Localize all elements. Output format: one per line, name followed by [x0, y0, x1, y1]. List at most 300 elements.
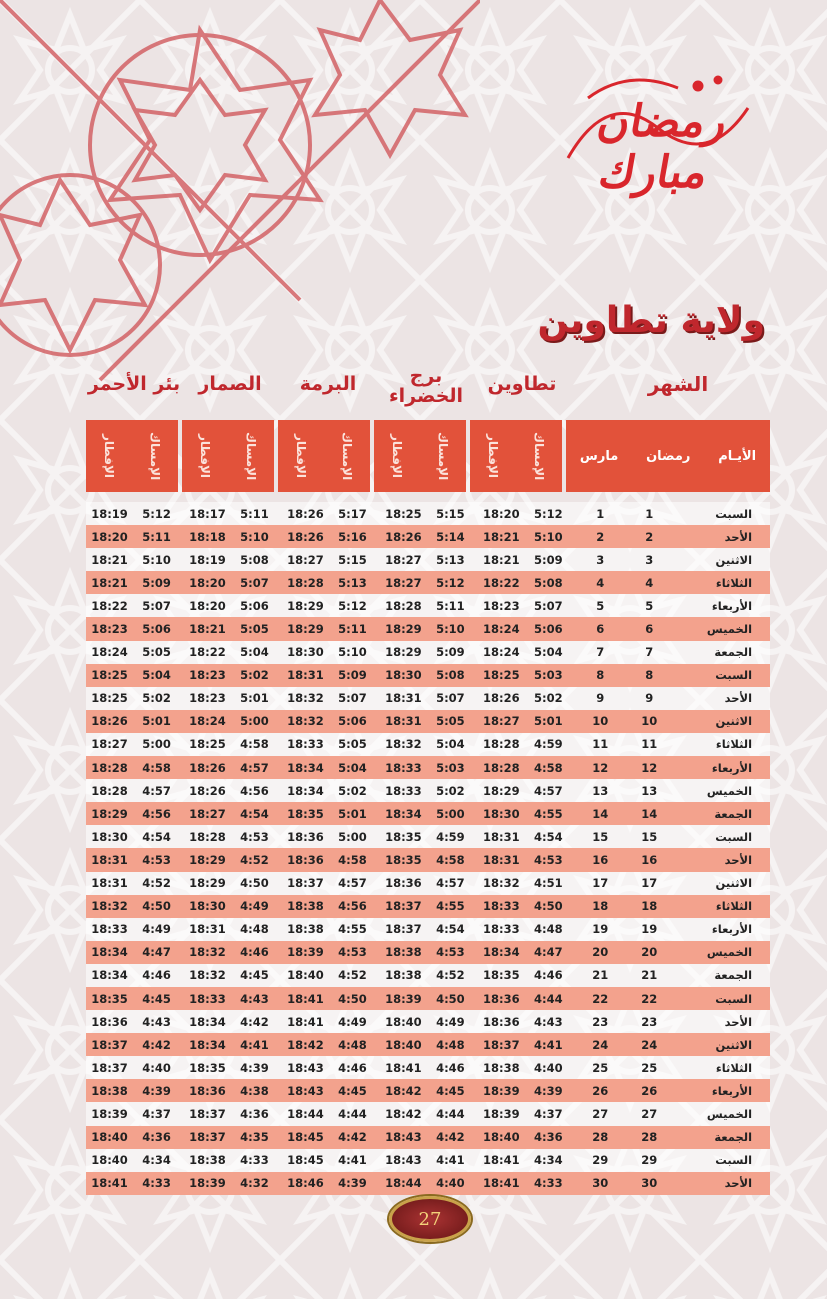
ramadan-cell: 23 — [641, 1014, 658, 1029]
table-row — [86, 502, 770, 525]
borj-el-khadra-imsak-cell: 5:14 — [436, 529, 465, 544]
table-row — [86, 895, 770, 918]
borj-el-khadra-iftar-cell: 18:43 — [385, 1153, 422, 1168]
bir-lahmar-iftar-cell: 18:38 — [91, 1083, 128, 1098]
borma-imsak-cell: 5:10 — [338, 645, 367, 660]
tataouine-iftar-cell: 18:24 — [483, 645, 520, 660]
borj-el-khadra-iftar-cell: 18:31 — [385, 691, 422, 706]
smar-iftar-cell: 18:32 — [189, 945, 226, 960]
day-cell: السبت — [715, 991, 753, 1006]
table-row — [86, 548, 770, 571]
borj-el-khadra-imsak-cell: 4:54 — [436, 922, 465, 937]
bir-lahmar-imsak-cell: 5:06 — [142, 622, 171, 637]
day-cell: الأحد — [724, 1014, 753, 1029]
bir-lahmar-iftar-cell: 18:33 — [91, 922, 128, 937]
borma-iftar-cell: 18:26 — [287, 506, 324, 521]
day-cell: الجمعة — [714, 806, 753, 821]
borma-iftar-cell: 18:33 — [287, 737, 324, 752]
bir-lahmar-imsak-cell: 4:42 — [142, 1037, 171, 1052]
tataouine-iftar-cell: 18:41 — [483, 1153, 520, 1168]
borj-el-khadra-imsak-cell: 4:42 — [436, 1130, 465, 1145]
borj-el-khadra-iftar-cell: 18:37 — [385, 899, 422, 914]
ramadan-cell: 3 — [645, 552, 654, 567]
tataouine-imsak-cell: 4:48 — [534, 922, 563, 937]
smar-iftar-cell: 18:36 — [189, 1083, 226, 1098]
bir-lahmar-imsak-cell: 5:11 — [142, 529, 171, 544]
borma-imsak-cell: 5:04 — [338, 760, 367, 775]
ramadan-cell: 7 — [645, 645, 654, 660]
bir-lahmar-imsak-cell: 5:05 — [142, 645, 171, 660]
smar-imsak-cell: 4:45 — [240, 968, 269, 983]
borj-el-khadra-iftar-cell: 18:27 — [385, 575, 422, 590]
smar-iftar-cell: 18:29 — [189, 876, 226, 891]
borma-iftar-cell: 18:42 — [287, 1037, 324, 1052]
table-row — [86, 571, 770, 594]
march-cell: 9 — [596, 691, 605, 706]
ramadan-cell: 10 — [641, 714, 658, 729]
borj-el-khadra-iftar-cell: 18:40 — [385, 1014, 422, 1029]
borma-iftar-cell: 18:34 — [287, 760, 324, 775]
borma-iftar-cell: 18:36 — [287, 829, 324, 844]
borma-imsak-cell: 5:15 — [338, 552, 367, 567]
borma-iftar-cell: 18:45 — [287, 1153, 324, 1168]
header-block-bir-lahmar — [86, 420, 178, 492]
smar-iftar-cell: 18:26 — [189, 783, 226, 798]
table-row — [86, 1126, 770, 1149]
smar-imsak-cell: 5:06 — [240, 598, 269, 613]
borma-iftar-cell: 18:44 — [287, 1106, 324, 1121]
bir-lahmar-iftar-cell: 18:23 — [91, 622, 128, 637]
bir-lahmar-imsak-cell: 5:04 — [142, 668, 171, 683]
march-cell: 25 — [592, 1060, 609, 1075]
march-cell: 3 — [596, 552, 605, 567]
day-cell: الأربعاء — [711, 922, 753, 937]
borma-imsak-cell: 5:13 — [338, 575, 367, 590]
day-cell: الاثنين — [715, 1037, 753, 1052]
smar-iftar-cell: 18:26 — [189, 760, 226, 775]
smar-imsak-cell: 4:41 — [240, 1037, 269, 1052]
bir-lahmar-iftar-cell: 18:40 — [91, 1130, 128, 1145]
tataouine-imsak-cell: 4:34 — [534, 1153, 563, 1168]
borma-iftar-cell: 18:37 — [287, 876, 324, 891]
day-cell: السبت — [715, 506, 753, 521]
smar-imsak-cell: 5:11 — [240, 506, 269, 521]
smar-iftar-cell: 18:37 — [189, 1130, 226, 1145]
borj-el-khadra-iftar-cell: 18:35 — [385, 852, 422, 867]
table-row — [86, 733, 770, 756]
tataouine-iftar-cell: 18:35 — [483, 968, 520, 983]
borma-imsak-cell: 5:16 — [338, 529, 367, 544]
march-cell: 17 — [592, 876, 609, 891]
borma-iftar-cell: 18:32 — [287, 691, 324, 706]
borj-el-khadra-imsak-cell: 5:08 — [436, 668, 465, 683]
bir-lahmar-imsak-cell: 4:37 — [142, 1106, 171, 1121]
borma-imsak-cell: 4:50 — [338, 991, 367, 1006]
tataouine-imsak-cell: 4:58 — [534, 760, 563, 775]
smar-imsak-cell: 4:32 — [240, 1176, 269, 1191]
smar-imsak-cell: 4:56 — [240, 783, 269, 798]
bir-lahmar-imsak-cell: 5:01 — [142, 714, 171, 729]
borma-imsak-cell: 4:49 — [338, 1014, 367, 1029]
bir-lahmar-imsak-cell: 4:40 — [142, 1060, 171, 1075]
tataouine-imsak-cell: 5:06 — [534, 622, 563, 637]
smar-imsak-cell: 5:00 — [240, 714, 269, 729]
table-row — [86, 1010, 770, 1033]
tataouine-iftar-cell: 18:37 — [483, 1037, 520, 1052]
tataouine-iftar-cell: 18:31 — [483, 829, 520, 844]
borj-el-khadra-imsak-cell: 4:48 — [436, 1037, 465, 1052]
borj-el-khadra-iftar-cell: 18:38 — [385, 945, 422, 960]
ramadan-cell: 6 — [645, 622, 654, 637]
tataouine-iftar-cell: 18:22 — [483, 575, 520, 590]
march-cell: 18 — [592, 899, 609, 914]
borj-el-khadra-iftar-cell: 18:28 — [385, 598, 422, 613]
smar-iftar-cell: 18:34 — [189, 1037, 226, 1052]
day-cell: الثلاثاء — [715, 575, 753, 590]
ramadan-cell: 29 — [641, 1153, 658, 1168]
header-block-smar — [182, 420, 274, 492]
day-cell: السبت — [715, 1153, 753, 1168]
borj-el-khadra-iftar-cell: 18:30 — [385, 668, 422, 683]
borma-iftar-cell: 18:29 — [287, 598, 324, 613]
tataouine-iftar-cell: 18:26 — [483, 691, 520, 706]
bir-lahmar-iftar-cell: 18:28 — [91, 760, 128, 775]
borj-el-khadra-imsak-cell: 4:41 — [436, 1153, 465, 1168]
smar-imsak-cell: 4:33 — [240, 1153, 269, 1168]
borj-el-khadra-iftar-cell: 18:40 — [385, 1037, 422, 1052]
day-cell: الأحد — [724, 691, 753, 706]
smar-imsak-cell: 5:04 — [240, 645, 269, 660]
bir-lahmar-iftar-cell: 18:21 — [91, 552, 128, 567]
borma-imsak-cell: 4:55 — [338, 922, 367, 937]
march-cell: 6 — [596, 622, 605, 637]
smar-iftar-cell: 18:33 — [189, 991, 226, 1006]
borj-el-khadra-iftar-cell: 18:42 — [385, 1106, 422, 1121]
bir-lahmar-iftar-cell: 18:21 — [91, 575, 128, 590]
borma-iftar-cell: 18:31 — [287, 668, 324, 683]
borma-iftar-cell: 18:35 — [287, 806, 324, 821]
tataouine-imsak-cell: 4:54 — [534, 829, 563, 844]
ramadan-cell: 2 — [645, 529, 654, 544]
borma-iftar-cell: 18:43 — [287, 1083, 324, 1098]
borma-iftar-cell: 18:26 — [287, 529, 324, 544]
borma-iftar-cell: 18:36 — [287, 852, 324, 867]
march-cell: 7 — [596, 645, 605, 660]
smar-imsak-cell: 4:49 — [240, 899, 269, 914]
city-heading-smar: الصمار — [198, 373, 262, 395]
borj-el-khadra-imsak-cell: 5:12 — [436, 575, 465, 590]
borma-imsak-cell: 5:17 — [338, 506, 367, 521]
borj-el-khadra-imsak-cell: 4:46 — [436, 1060, 465, 1075]
borj-el-khadra-iftar-cell: 18:38 — [385, 968, 422, 983]
prayer-times-table — [86, 420, 770, 1195]
smar-iftar-cell: 18:25 — [189, 737, 226, 752]
borma-iftar-cell: 18:39 — [287, 945, 324, 960]
ramadan-cell: 19 — [641, 922, 658, 937]
march-cell: 4 — [596, 575, 605, 590]
march-cell: 15 — [592, 829, 609, 844]
borj-el-khadra-iftar-cell: 18:33 — [385, 783, 422, 798]
day-cell: الخميس — [706, 783, 753, 798]
tataouine-imsak-cell: 5:12 — [534, 506, 563, 521]
day-cell: الأربعاء — [711, 760, 753, 775]
day-cell: الاثنين — [715, 552, 753, 567]
table-row — [86, 1033, 770, 1056]
bir-lahmar-iftar-cell: 18:26 — [91, 714, 128, 729]
tataouine-iftar-cell: 18:28 — [483, 760, 520, 775]
march-cell: 26 — [592, 1083, 609, 1098]
tataouine-imsak-cell: 4:43 — [534, 1014, 563, 1029]
smar-imsak-cell: 4:50 — [240, 876, 269, 891]
iftar-header: الإفطار — [102, 433, 116, 478]
page-number-badge — [389, 1196, 471, 1242]
borj-el-khadra-iftar-cell: 18:42 — [385, 1083, 422, 1098]
imsak-header: الإمساك — [244, 431, 258, 481]
smar-imsak-cell: 4:58 — [240, 737, 269, 752]
smar-iftar-cell: 18:30 — [189, 899, 226, 914]
ramadan-cell: 4 — [645, 575, 654, 590]
smar-iftar-cell: 18:29 — [189, 852, 226, 867]
march-cell: 10 — [592, 714, 609, 729]
ramadan-cell: 18 — [641, 899, 658, 914]
borma-iftar-cell: 18:45 — [287, 1130, 324, 1145]
march-cell: 1 — [596, 506, 605, 521]
tataouine-imsak-cell: 4:33 — [534, 1176, 563, 1191]
table-row — [86, 918, 770, 941]
imsak-header: الإمساك — [148, 431, 162, 481]
tataouine-iftar-cell: 18:25 — [483, 668, 520, 683]
city-heading-bir-lahmar: بئر الأحمر — [87, 373, 181, 395]
imsak-header: الإمساك — [532, 431, 546, 481]
bir-lahmar-iftar-cell: 18:31 — [91, 852, 128, 867]
smar-iftar-cell: 18:35 — [189, 1060, 226, 1075]
march-cell: 29 — [592, 1153, 609, 1168]
tataouine-imsak-cell: 4:40 — [534, 1060, 563, 1075]
day-cell: الأحد — [724, 852, 753, 867]
bir-lahmar-imsak-cell: 5:00 — [142, 737, 171, 752]
days-header: الأيـام — [718, 448, 757, 464]
smar-iftar-cell: 18:20 — [189, 575, 226, 590]
borj-el-khadra-imsak-cell: 5:04 — [436, 737, 465, 752]
ramadan-cell: 9 — [645, 691, 654, 706]
header-block-borma — [278, 420, 370, 492]
day-cell: الاثنين — [715, 876, 753, 891]
borj-el-khadra-imsak-cell: 4:50 — [436, 991, 465, 1006]
tataouine-imsak-cell: 4:51 — [534, 876, 563, 891]
table-row — [86, 779, 770, 802]
header-block-month — [566, 420, 770, 492]
ramadan-cell: 16 — [641, 852, 658, 867]
bir-lahmar-imsak-cell: 4:45 — [142, 991, 171, 1006]
bir-lahmar-imsak-cell: 4:57 — [142, 783, 171, 798]
bir-lahmar-imsak-cell: 4:52 — [142, 876, 171, 891]
day-cell: الأربعاء — [711, 598, 753, 613]
borj-el-khadra-imsak-cell: 4:57 — [436, 876, 465, 891]
tataouine-imsak-cell: 4:39 — [534, 1083, 563, 1098]
borma-iftar-cell: 18:41 — [287, 991, 324, 1006]
ramadan-cell: 17 — [641, 876, 658, 891]
march-cell: 8 — [596, 668, 605, 683]
bir-lahmar-iftar-cell: 18:27 — [91, 737, 128, 752]
tataouine-iftar-cell: 18:28 — [483, 737, 520, 752]
ramadan-cell: 21 — [641, 968, 658, 983]
borma-imsak-cell: 5:00 — [338, 829, 367, 844]
borma-imsak-cell: 4:57 — [338, 876, 367, 891]
march-cell: 23 — [592, 1014, 609, 1029]
tataouine-iftar-cell: 18:29 — [483, 783, 520, 798]
borma-iftar-cell: 18:41 — [287, 1014, 324, 1029]
bir-lahmar-iftar-cell: 18:37 — [91, 1037, 128, 1052]
smar-iftar-cell: 18:19 — [189, 552, 226, 567]
borma-imsak-cell: 5:06 — [338, 714, 367, 729]
smar-imsak-cell: 4:43 — [240, 991, 269, 1006]
bir-lahmar-imsak-cell: 4:33 — [142, 1176, 171, 1191]
bir-lahmar-iftar-cell: 18:31 — [91, 876, 128, 891]
bir-lahmar-iftar-cell: 18:29 — [91, 806, 128, 821]
tataouine-imsak-cell: 5:02 — [534, 691, 563, 706]
march-cell: 11 — [592, 737, 609, 752]
tataouine-imsak-cell: 5:07 — [534, 598, 563, 613]
bir-lahmar-iftar-cell: 18:25 — [91, 668, 128, 683]
borma-iftar-cell: 18:40 — [287, 968, 324, 983]
march-cell: 14 — [592, 806, 609, 821]
bir-lahmar-iftar-cell: 18:28 — [91, 783, 128, 798]
borma-imsak-cell: 5:01 — [338, 806, 367, 821]
borma-imsak-cell: 5:07 — [338, 691, 367, 706]
smar-iftar-cell: 18:27 — [189, 806, 226, 821]
table-row — [86, 1149, 770, 1172]
state-title: ولاية تطاوين — [537, 300, 765, 341]
bir-lahmar-imsak-cell: 4:36 — [142, 1130, 171, 1145]
tataouine-imsak-cell: 4:59 — [534, 737, 563, 752]
table-row — [86, 594, 770, 617]
borma-imsak-cell: 5:11 — [338, 622, 367, 637]
ramadan-mubarak-logo — [548, 68, 768, 198]
table-row — [86, 1102, 770, 1125]
bir-lahmar-iftar-cell: 18:20 — [91, 529, 128, 544]
bir-lahmar-imsak-cell: 4:47 — [142, 945, 171, 960]
bir-lahmar-imsak-cell: 5:02 — [142, 691, 171, 706]
borj-el-khadra-iftar-cell: 18:25 — [385, 506, 422, 521]
smar-iftar-cell: 18:38 — [189, 1153, 226, 1168]
table-row — [86, 964, 770, 987]
borj-el-khadra-imsak-cell: 5:07 — [436, 691, 465, 706]
borj-el-khadra-iftar-cell: 18:33 — [385, 760, 422, 775]
day-cell: الأحد — [724, 529, 753, 544]
table-body — [86, 502, 770, 1195]
borj-el-khadra-iftar-cell: 18:43 — [385, 1130, 422, 1145]
smar-iftar-cell: 18:22 — [189, 645, 226, 660]
table-row — [86, 941, 770, 964]
table-row — [86, 1056, 770, 1079]
borj-el-khadra-imsak-cell: 5:10 — [436, 622, 465, 637]
smar-imsak-cell: 4:54 — [240, 806, 269, 821]
table-row — [86, 872, 770, 895]
ramadan-cell: 30 — [641, 1176, 658, 1191]
tataouine-imsak-cell: 5:08 — [534, 575, 563, 590]
smar-imsak-cell: 4:53 — [240, 829, 269, 844]
table-row — [86, 664, 770, 687]
borma-imsak-cell: 4:56 — [338, 899, 367, 914]
table-row — [86, 525, 770, 548]
bir-lahmar-iftar-cell: 18:40 — [91, 1153, 128, 1168]
imsak-header: الإمساك — [436, 431, 450, 481]
smar-iftar-cell: 18:37 — [189, 1106, 226, 1121]
borma-iftar-cell: 18:38 — [287, 899, 324, 914]
iftar-header: الإفطار — [486, 433, 500, 478]
borj-el-khadra-imsak-cell: 4:44 — [436, 1106, 465, 1121]
bir-lahmar-iftar-cell: 18:35 — [91, 991, 128, 1006]
table-row — [86, 617, 770, 640]
borj-el-khadra-imsak-cell: 4:53 — [436, 945, 465, 960]
ramadan-cell: 28 — [641, 1130, 658, 1145]
ramadan-cell: 22 — [641, 991, 658, 1006]
smar-imsak-cell: 5:10 — [240, 529, 269, 544]
bir-lahmar-imsak-cell: 4:53 — [142, 852, 171, 867]
tataouine-iftar-cell: 18:21 — [483, 529, 520, 544]
tataouine-iftar-cell: 18:20 — [483, 506, 520, 521]
day-cell: الخميس — [706, 1106, 753, 1121]
ramadan-cell: 15 — [641, 829, 658, 844]
day-cell: الثلاثاء — [715, 737, 753, 752]
borj-el-khadra-iftar-cell: 18:32 — [385, 737, 422, 752]
smar-iftar-cell: 18:24 — [189, 714, 226, 729]
bir-lahmar-imsak-cell: 4:56 — [142, 806, 171, 821]
march-cell: 28 — [592, 1130, 609, 1145]
ramadan-cell: 13 — [641, 783, 658, 798]
tataouine-iftar-cell: 18:40 — [483, 1130, 520, 1145]
bir-lahmar-iftar-cell: 18:19 — [91, 506, 128, 521]
borma-iftar-cell: 18:46 — [287, 1176, 324, 1191]
tataouine-imsak-cell: 4:57 — [534, 783, 563, 798]
borj-el-khadra-iftar-cell: 18:29 — [385, 622, 422, 637]
day-cell: الثلاثاء — [715, 899, 753, 914]
borj-el-khadra-iftar-cell: 18:36 — [385, 876, 422, 891]
tataouine-imsak-cell: 5:04 — [534, 645, 563, 660]
header-block-borj-el-khadra — [374, 420, 466, 492]
bir-lahmar-iftar-cell: 18:39 — [91, 1106, 128, 1121]
tataouine-imsak-cell: 4:50 — [534, 899, 563, 914]
day-cell: الجمعة — [714, 1130, 753, 1145]
borma-imsak-cell: 4:39 — [338, 1176, 367, 1191]
tataouine-iftar-cell: 18:33 — [483, 922, 520, 937]
city-heading-tataouine: تطاوين — [487, 373, 557, 395]
borj-el-khadra-iftar-cell: 18:35 — [385, 829, 422, 844]
borj-el-khadra-iftar-cell: 18:31 — [385, 714, 422, 729]
smar-iftar-cell: 18:31 — [189, 922, 226, 937]
borma-iftar-cell: 18:38 — [287, 922, 324, 937]
city-heading-borma: البرمة — [299, 373, 357, 395]
bir-lahmar-imsak-cell: 4:50 — [142, 899, 171, 914]
day-cell: الخميس — [706, 945, 753, 960]
tataouine-iftar-cell: 18:21 — [483, 552, 520, 567]
march-cell: 27 — [592, 1106, 609, 1121]
ramadan-cell: 25 — [641, 1060, 658, 1075]
iftar-header: الإفطار — [198, 433, 212, 478]
borma-imsak-cell: 4:52 — [338, 968, 367, 983]
smar-iftar-cell: 18:18 — [189, 529, 226, 544]
tataouine-iftar-cell: 18:33 — [483, 899, 520, 914]
day-cell: الأربعاء — [711, 1083, 753, 1098]
day-cell: الجمعة — [714, 968, 753, 983]
borma-imsak-cell: 4:45 — [338, 1083, 367, 1098]
smar-imsak-cell: 5:02 — [240, 668, 269, 683]
smar-iftar-cell: 18:28 — [189, 829, 226, 844]
bir-lahmar-iftar-cell: 18:24 — [91, 645, 128, 660]
bir-lahmar-iftar-cell: 18:36 — [91, 1014, 128, 1029]
borma-imsak-cell: 5:09 — [338, 668, 367, 683]
borj-el-khadra-imsak-cell: 5:02 — [436, 783, 465, 798]
